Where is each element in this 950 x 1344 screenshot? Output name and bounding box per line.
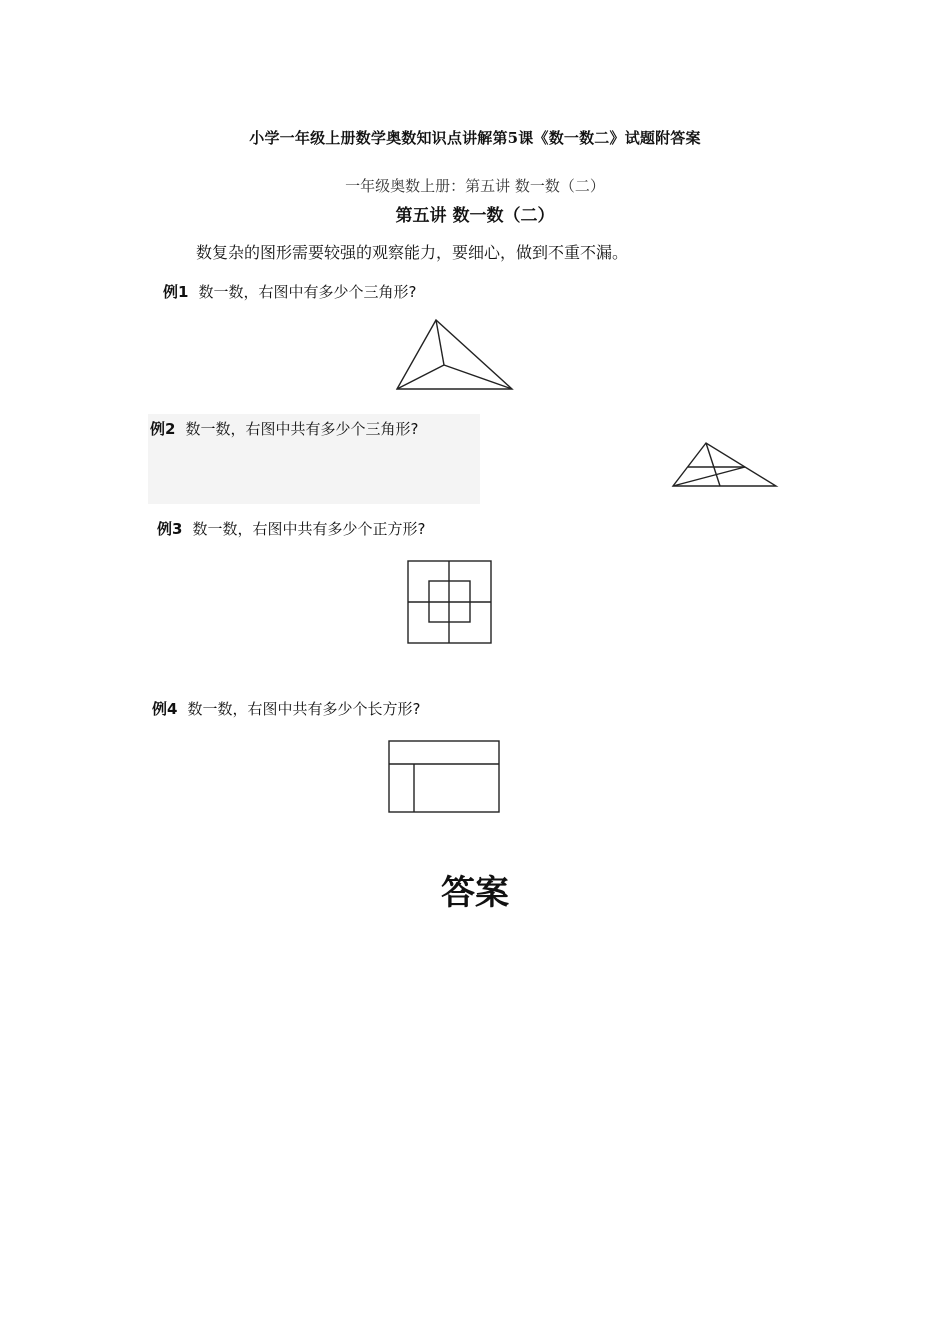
example-4-label: 例4 xyxy=(152,700,178,718)
example-1-label: 例1 xyxy=(163,283,189,301)
example-3-text: 数一数，右图中共有多少个正方形? xyxy=(192,520,426,538)
example-2-label: 例2 xyxy=(150,420,176,438)
nested-squares-grid-icon xyxy=(406,559,494,645)
example-1-text: 数一数，右图中有多少个三角形? xyxy=(198,283,417,301)
example-4 xyxy=(152,698,420,719)
answer-heading: 答案 xyxy=(441,873,509,913)
example-2 xyxy=(150,418,418,439)
example-3-label: 例3 xyxy=(157,520,183,538)
document-subtitle: 一年级奥数上册：第五讲 数一数（二） xyxy=(345,177,605,195)
outer-rectangle xyxy=(389,741,499,812)
example-4-text: 数一数，右图中共有多少个长方形? xyxy=(187,700,421,718)
triangle-with-interior-point-icon xyxy=(395,318,515,392)
outer-triangle xyxy=(673,443,776,486)
intro-paragraph: 数复杂的图形需要较强的观察能力，要细心，做到不重不漏。 xyxy=(196,243,629,262)
cevian-diagonal xyxy=(673,467,745,486)
outer-triangle xyxy=(397,320,512,389)
inner-segment-right xyxy=(444,365,512,389)
example-1 xyxy=(163,281,416,302)
example-2-text: 数一数，右图中共有多少个三角形? xyxy=(185,420,419,438)
document-title: 小学一年级上册数学奥数知识点讲解第5课《数一数二》试题附答案 xyxy=(249,129,701,147)
triangle-with-cevians-icon xyxy=(670,441,780,489)
cevian-vertical xyxy=(706,443,720,486)
lecture-heading: 第五讲 数一数（二） xyxy=(395,206,555,226)
example-3 xyxy=(157,518,425,539)
divided-rectangle-icon xyxy=(387,739,502,815)
